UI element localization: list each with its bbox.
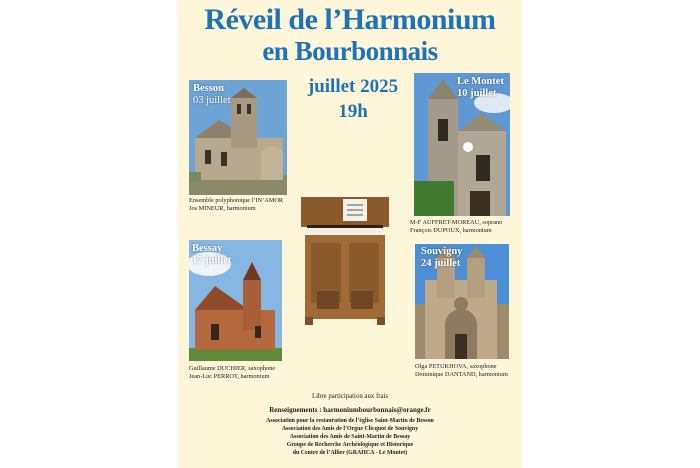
souvigny-performer-1: Olga PETUKHOVA, saxophone	[415, 363, 497, 370]
le-montet-label	[457, 76, 504, 100]
souvigny-performer-2: Dominique DANTAND, harmonium	[415, 371, 508, 378]
association-4: Groupe de Recherche Archéologique et Historique	[286, 442, 414, 448]
harmonium-photo	[297, 191, 393, 327]
bessay-performer-2: Jean-Luc PERROT, harmonium	[189, 373, 270, 380]
souvigny-date: 24 juillet	[421, 258, 461, 269]
bessay-place: Bessay	[192, 243, 223, 254]
bessay-performer-1: Guillaume DUCHIER, saxophone	[189, 365, 276, 372]
bessay-label	[192, 243, 231, 267]
concert-poster	[178, 0, 522, 468]
contact-info: Renseignements : harmoniumbourbonnais@orange.fr	[269, 406, 431, 414]
poster-time: 19h	[338, 101, 368, 122]
besson-performers	[189, 197, 283, 213]
besson-label	[193, 83, 231, 107]
poster-subtitle: en Bourbonnais	[262, 36, 438, 66]
souvigny-performers	[415, 363, 508, 379]
poster-title: Réveil de l’Harmonium	[204, 3, 496, 36]
besson-place: Besson	[193, 83, 224, 94]
bessay-performers	[189, 365, 275, 381]
participation-note: Libre participation aux frais	[311, 393, 389, 400]
association-2: Association des Amis de l’Orgue Clicquot de Souvigny	[281, 426, 419, 432]
bessay-date: 17 juillet	[192, 255, 232, 266]
le-montet-performer-2: François DUPOUX, harmonium	[410, 227, 492, 234]
souvigny-label	[421, 246, 462, 270]
le-montet-place: Le Montet	[457, 76, 504, 87]
souvigny-place: Souvigny	[421, 246, 463, 257]
besson-performer-2: Jos MINEUR, harmonium	[189, 205, 256, 212]
besson-performer-1: Ensemble polyphonique l’IN’AMOR	[189, 197, 284, 204]
poster-month: juillet 2025	[307, 76, 399, 97]
association-3: Association des Amis de Saint-Martin de Bessay	[289, 434, 411, 440]
le-montet-performer-1: M-F AUFFRET-MOREAU, soprano	[410, 219, 503, 226]
association-1: Association pour la restauration de l’église Saint-Martin de Besson	[266, 418, 434, 424]
association-5: du Centre de l’Allier (GRAHCA - Le Montet)	[292, 450, 408, 456]
le-montet-performers	[410, 219, 502, 235]
besson-date: 03 juillet	[193, 95, 231, 106]
le-montet-date: 10 juillet	[457, 88, 497, 99]
